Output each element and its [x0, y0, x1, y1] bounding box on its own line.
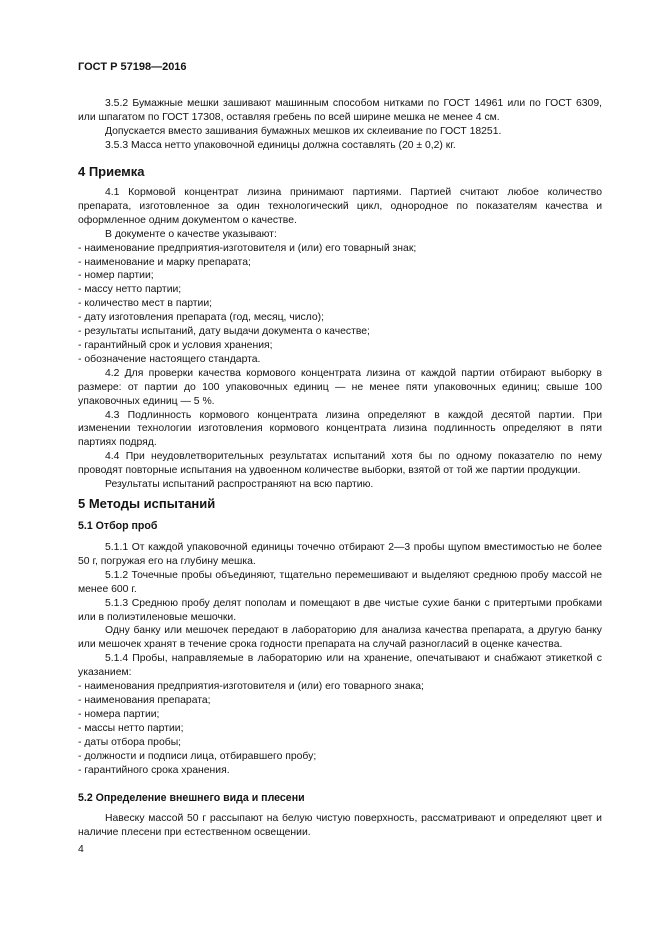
list-item: - номер партии;: [78, 270, 154, 282]
list-item: - должности и подписи лица, отбиравшего пробу;: [78, 750, 317, 762]
paragraph-5-1-3-note: Одну банку или мешочек передают в лабораторию для анализа качества препарата, а другую банку или мешочек хранят в течение срока годности препарата на случай разногласий в оценке качества.: [78, 625, 602, 651]
paragraph-4-4-note: Результаты испытаний распространяют на всю партию.: [105, 479, 374, 491]
list-item: - наименования препарата;: [78, 694, 211, 706]
list-item: - даты отбора пробы;: [78, 736, 182, 748]
paragraph-4-1: 4.1 Кормовой концентрат лизина принимают партиями. Партией считают любое количество препарата, изготовленное за один технологический цикл, однородное по показателям качества и оформленное одним документом о качестве.: [78, 187, 602, 226]
section-5-heading-block: [78, 496, 602, 512]
paragraph-5-1-4: 5.1.4 Пробы, направляемые в лабораторию или на хранение, опечатывают и снабжают этикеткой с указанием:: [78, 653, 602, 679]
list-item: - номера партии;: [78, 708, 160, 720]
list-item: - обозначение настоящего стандарта.: [78, 353, 261, 365]
list-item: - массу нетто партии;: [78, 284, 182, 296]
list-item: - гарантийного срока хранения.: [78, 764, 230, 776]
list-item: - результаты испытаний, дату выдачи документа о качестве;: [78, 326, 370, 338]
quality-document-intro: В документе о качестве указывают:: [105, 228, 277, 240]
paragraph-5-2: Навеску массой 50 г рассыпают на белую чистую поверхность, рассматривают и определяют цвет и наличие плесени при естественном освещении.: [78, 813, 602, 838]
section-4-block: [78, 164, 602, 180]
list-item: - наименование предприятия-изготовителя и (или) его товарный знак;: [78, 242, 417, 254]
paragraph-3-5-2: 3.5.2 Бумажные мешки зашивают машинным способом нитками по ГОСТ 14961 или по ГОСТ 6309, или шпагатом по ГОСТ 17308, оставляя гребень по всей ширине мешка не менее 4 см.: [78, 98, 602, 123]
list-item: - массы нетто партии;: [78, 722, 184, 734]
list-item: - наименование и марку препарата;: [78, 256, 251, 268]
section-4-body: [78, 186, 602, 492]
list-item: - гарантийный срок и условия хранения;: [78, 339, 273, 351]
page-number: 4: [78, 844, 84, 855]
section-5-1-heading-block: [78, 519, 602, 533]
list-item: - наименования предприятия-изготовителя и (или) его товарного знака;: [78, 681, 424, 693]
section-5-2-heading: 5.2 Определение внешнего вида и плесени: [78, 792, 305, 804]
section-3-5-block: [78, 97, 602, 153]
paragraph-3-5-3: 3.5.3 Масса нетто упаковочной единицы должна составлять (20 ± 0,2) кг.: [105, 139, 456, 151]
paragraph-5-1-3: 5.1.3 Среднюю пробу делят пополам и помещают в две чистые сухие банки с притертыми пробками или в полиэтиленовые мешочки.: [78, 597, 602, 623]
paragraph-5-1-2: 5.1.2 Точечные пробы объединяют, тщательно перемешивают и выделяют среднюю пробу массой не менее 600 г.: [78, 569, 602, 595]
paragraph-5-1-1: 5.1.1 От каждой упаковочной единицы точечно отбирают 2—3 пробы щупом вместимостью не более 50 г, погружая его на глубину мешка.: [78, 542, 602, 567]
section-5-heading: 5 Методы испытаний: [78, 496, 216, 511]
paragraph-4-4: 4.4 При неудовлетворительных результатах испытаний хотя бы по одному показателю по нему проводят повторные испытания на удвоенном количестве выборки, взятой от той же партии продукции.: [78, 451, 602, 477]
section-5-2-heading-block: [78, 791, 602, 805]
paragraph-4-2: 4.2 Для проверки качества кормового концентрата лизина от каждой партии отбирают выборку в размере: от партии до 100 упаковочных единиц — не менее пяти упаковочных единиц; свыше 100 упаковочных единиц — 5 %.: [78, 367, 602, 407]
section-5-1-heading: 5.1 Отбор проб: [78, 520, 158, 532]
section-5-1-body: [78, 541, 602, 777]
document-header: ГОСТ Р 57198—2016: [78, 61, 187, 73]
section-5-2-body: [78, 812, 602, 840]
list-item: - дату изготовления препарата (год, месяц, число);: [78, 312, 325, 324]
section-4-heading: 4 Приемка: [78, 164, 145, 179]
paragraph-3-5-2-note: Допускается вместо зашивания бумажных мешков их склеивание по ГОСТ 18251.: [105, 125, 502, 137]
list-item: - количество мест в партии;: [78, 298, 213, 310]
paragraph-4-3: 4.3 Подлинность кормового концентрата лизина определяют в каждой десятой партии. При изменении технологии изготовления кормового концентрата лизина подлинность определяют в пяти партиях подряд.: [78, 409, 602, 449]
